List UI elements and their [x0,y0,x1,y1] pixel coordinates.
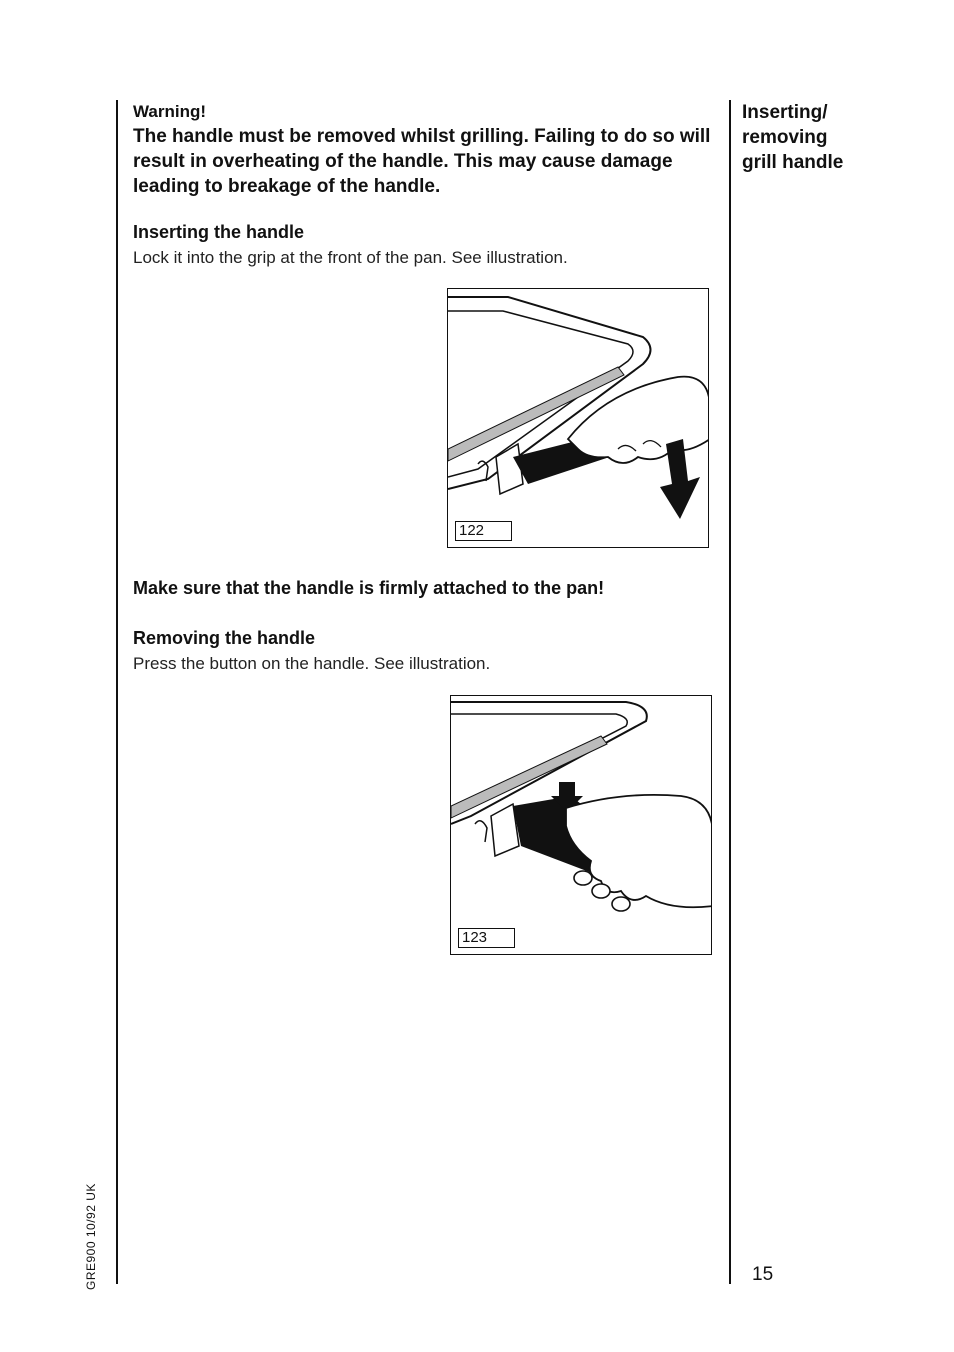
figure-label-123: 123 [458,928,515,948]
document-code: GRE900 10/92 UK [84,1183,98,1290]
figure-label-122: 122 [455,521,512,541]
illustration-removing-handle [450,695,712,955]
attachment-note: Make sure that the handle is firmly attached to the pan! [133,578,605,598]
inserting-handle-drawing [448,289,708,547]
inserting-heading: Inserting the handle [133,222,305,242]
illustration-inserting-handle [447,288,709,548]
warning-title: Warning! [133,102,207,121]
removing-text: Press the button on the handle. See illustration. [133,654,491,673]
inserting-text: Lock it into the grip at the front of the pan. See illustration. [133,248,568,267]
page-number: 15 [752,1264,774,1285]
sidebar-section-title [742,100,942,175]
removing-heading: Removing the handle [133,628,316,648]
sidebar-title-line-2: removing [742,127,828,148]
left-margin-rule [116,100,118,1284]
removing-handle-drawing [451,696,711,954]
warning-body: The handle must be removed whilst grilling. Failing to do so will result in overheating of the handle. This may cause damage leading to breakage of the handle. [133,126,711,197]
sidebar-title-line-1: Inserting/ [742,102,828,123]
right-column-rule [729,100,731,1284]
sidebar-title-line-3: grill handle [742,152,844,173]
